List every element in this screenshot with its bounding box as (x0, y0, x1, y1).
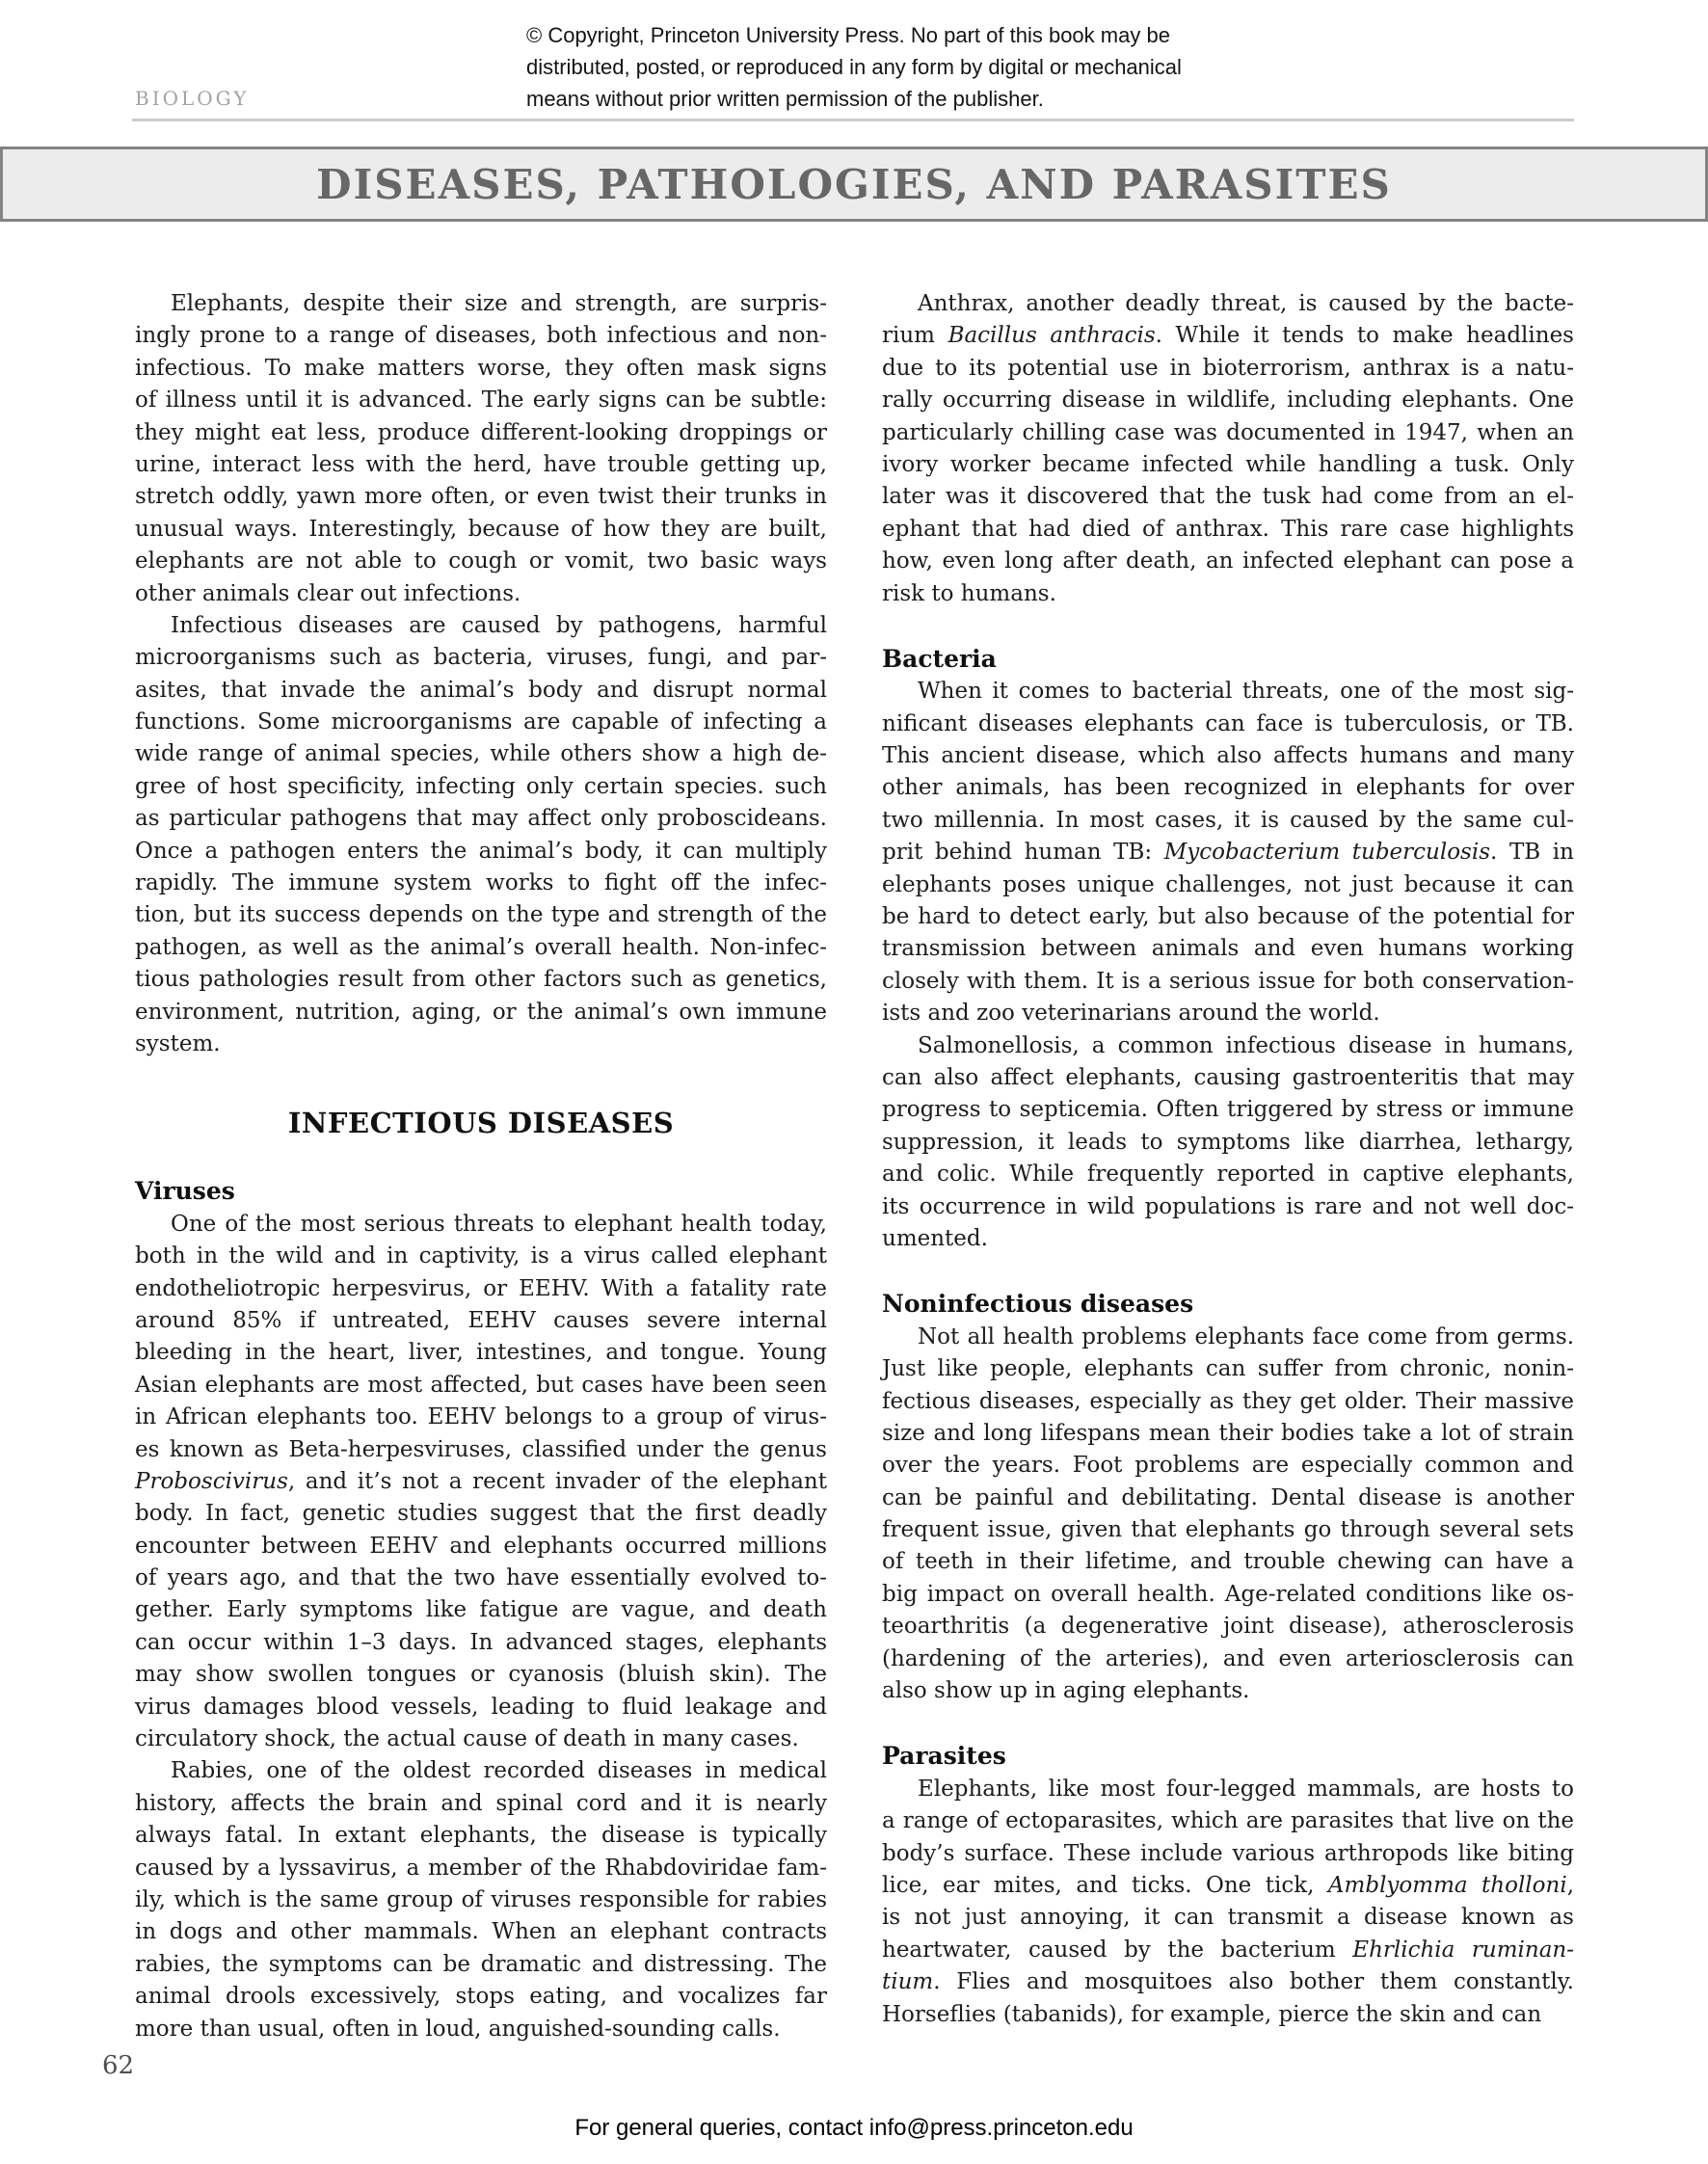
text-run: es known as Beta-herpesviruses, classified under the genus (135, 1436, 827, 1462)
section-heading: INFECTIOUS DISEASES (287, 1107, 675, 1140)
text-line (135, 481, 827, 513)
text-line (882, 1223, 1574, 1255)
text-run: rabies, the symptoms can be dramatic and distressing. The (135, 1951, 827, 1977)
text-run: other animals, has been recognized in elephants for over (882, 775, 1574, 801)
text-line (882, 1386, 1574, 1418)
text-run: microorganisms such as bacteria, viruses, fungi, and par- (135, 645, 827, 671)
italic-text: Proboscivirus (135, 1468, 288, 1494)
text-line (135, 1209, 827, 1241)
text-line (135, 803, 827, 835)
text-run: asites, that invade the animal’s body and disrupt normal (135, 677, 827, 703)
text-line (882, 1094, 1574, 1126)
text-run: can also affect elephants, causing gastroenteritis that may (882, 1065, 1574, 1090)
text-run: . TB in (1490, 840, 1574, 866)
text-line (882, 1322, 1574, 1353)
text-line (135, 1466, 827, 1498)
text-line (135, 1402, 827, 1433)
text-run: virus damages blood vessels, leading to fluid leakage and (135, 1694, 827, 1720)
text-run: Anthrax, another deadly threat, is caused by the bacte- (918, 291, 1574, 316)
text-run: nificant diseases elephants can face is tuberculosis, or TB. (882, 710, 1574, 736)
text-line (135, 1692, 827, 1723)
text-line (882, 1191, 1574, 1223)
text-line (135, 1029, 827, 1060)
left-column (135, 288, 827, 2045)
text-run: be hard to detect early, but also because of the potential for (882, 904, 1574, 930)
text-line (135, 1337, 827, 1369)
text-line (135, 1627, 827, 1659)
text-run: stretch oddly, yawn more often, or even twist their trunks in (135, 484, 827, 510)
text-line (135, 449, 827, 481)
text-line (882, 1514, 1574, 1546)
paragraph (882, 1030, 1574, 1256)
text-line (135, 320, 827, 352)
text-run: , and it’s not a recent invader of the elephant (287, 1468, 827, 1494)
text-line (135, 675, 827, 707)
text-run: history, affects the brain and spinal cord and it is nearly (135, 1790, 827, 1816)
text-run: around 85% if untreated, EEHV causes severe internal (135, 1307, 827, 1333)
series-label: BIOLOGY (135, 87, 250, 110)
text-run: rally occurring disease in wildlife, including elephants. One (882, 387, 1574, 414)
text-line (882, 1675, 1574, 1707)
text-run: Elephants, despite their size and strength, are surpris- (171, 291, 827, 316)
text-line (882, 901, 1574, 933)
text-line (135, 2014, 827, 2045)
text-run: elephants are not able to cough or vomit, two basic ways (135, 548, 827, 574)
subheading: Parasites (882, 1742, 1006, 1771)
text-line (882, 1902, 1574, 1934)
text-run: in African elephants too. EEHV belongs to a group of virus- (135, 1404, 827, 1430)
text-run: ephant that had died of anthrax. This rare case highlights (882, 516, 1574, 542)
text-run: as particular pathogens that may affect only proboscideans. (135, 806, 827, 832)
text-line (135, 932, 827, 964)
text-run: risk to humans. (882, 580, 1056, 606)
footer-contact: For general queries, contact info@press.princeton.edu (574, 2115, 1134, 2141)
text-line (882, 1450, 1574, 1482)
text-line (135, 707, 827, 738)
text-run: infectious. To make matters worse, they often mask signs (135, 355, 827, 381)
text-run: in dogs and other mammals. When an elephant contracts (135, 1919, 827, 1945)
text-line (135, 1981, 827, 2013)
text-line (882, 1062, 1574, 1094)
text-line (135, 578, 827, 610)
text-line (135, 417, 827, 449)
text-run: of teeth in their lifetime, and trouble chewing can have a (882, 1549, 1574, 1575)
right-column (882, 288, 1574, 2045)
copyright-line: © Copyright, Princeton University Press. No part of this book may be (526, 23, 1170, 47)
text-run: teoarthritis (a degenerative joint disease), atherosclerosis (882, 1614, 1574, 1640)
text-run: of years ago, and that the two have essentially evolved to- (135, 1565, 827, 1591)
text-run: lice, ear mites, and ticks. One tick, (882, 1873, 1328, 1899)
paragraph (882, 1774, 1574, 2031)
text-run: two millennia. In most cases, it is caused by the same cul- (882, 807, 1574, 833)
text-line (882, 805, 1574, 837)
text-line (135, 288, 827, 320)
text-run: Horseflies (tabanids), for example, pierce the skin and can (882, 2001, 1542, 2027)
text-run: a range of ectoparasites, which are parasites that live on the (882, 1808, 1574, 1834)
text-run: encounter between EEHV and elephants occurred millions (135, 1533, 827, 1559)
text-run: may show swollen tongues or cyanosis (bluish skin). The (135, 1662, 827, 1688)
text-run: . While it tends to make headlines (1155, 323, 1574, 349)
page-title: DISEASES, PATHOLOGIES, AND PARASITES (316, 160, 1392, 208)
text-run: ivory worker became infected while handling a tusk. Only (882, 451, 1574, 477)
paragraph (135, 610, 827, 1060)
text-line (882, 740, 1574, 772)
italic-text: Amblyomma tholloni (1327, 1873, 1567, 1899)
text-run: Infectious diseases are caused by pathogens, harmful (171, 612, 827, 638)
text-line (135, 514, 827, 546)
header-rule (132, 119, 1574, 121)
subheading: Viruses (135, 1177, 235, 1206)
text-line (135, 1755, 827, 1787)
text-run: bleeding in the heart, liver, intestines, and tongue. Young (135, 1340, 827, 1366)
text-line (135, 353, 827, 385)
text-line (882, 578, 1574, 610)
text-line (135, 868, 827, 899)
copyright-notice (526, 19, 1182, 115)
text-line (135, 1659, 827, 1691)
italic-text: Ehrlichia ruminan- (1352, 1937, 1574, 1963)
text-line (135, 738, 827, 770)
title-banner (0, 147, 1708, 222)
text-line (135, 964, 827, 996)
text-line (135, 385, 827, 416)
text-line (882, 1838, 1574, 1870)
text-run: later was it discovered that the tusk had come from an el- (882, 484, 1574, 510)
text-run: both in the wild and in captivity, is a virus called elephant (135, 1243, 827, 1269)
text-run: pathogen, as well as the animal’s overall health. Non-infec- (135, 934, 827, 960)
text-run: Elephants, like most four-legged mammals, are hosts to (918, 1776, 1574, 1802)
text-run: tion, but its success depends on the type and strength of the (135, 902, 827, 928)
paragraph (135, 288, 827, 610)
text-run: . Flies and mosquitoes also bother them constantly. (933, 1969, 1574, 1995)
text-line (135, 1563, 827, 1594)
text-run: is not just annoying, it can transmit a disease known as (882, 1905, 1574, 1931)
italic-text: Bacillus anthracis (947, 323, 1156, 349)
text-line (882, 1935, 1574, 1966)
text-line (882, 869, 1574, 901)
text-run: functions. Some microorganisms are capable of infecting a (135, 709, 827, 735)
text-run: of illness until it is advanced. The early signs can be subtle: (135, 387, 827, 414)
text-line (135, 1370, 827, 1402)
text-run: urine, interact less with the herd, have trouble getting up, (135, 451, 827, 477)
text-run: size and long lifespans mean their bodies take a lot of strain (882, 1420, 1574, 1446)
text-run: Once a pathogen enters the animal’s body, it can multiply (135, 838, 827, 864)
text-line (882, 1643, 1574, 1675)
text-line (135, 1853, 827, 1884)
text-run: can occur within 1–3 days. In advanced stages, elephants (135, 1629, 827, 1655)
text-line (882, 1353, 1574, 1385)
text-run: prit behind human TB: (882, 840, 1164, 866)
text-line (882, 353, 1574, 385)
text-run: animal drools excessively, stops eating, and vocalizes far (135, 1984, 827, 2010)
text-line (135, 1788, 827, 1820)
copyright-line: means without prior written permission of the publisher. (526, 87, 1044, 111)
text-run: frequent issue, given that elephants go through several sets (882, 1517, 1574, 1543)
text-run: its occurrence in wild populations is rare and not well doc- (882, 1193, 1574, 1219)
text-line (135, 836, 827, 868)
paragraph (882, 288, 1574, 610)
text-run: ily, which is the same group of viruses responsible for rabies (135, 1886, 827, 1912)
paragraph (882, 1322, 1574, 1708)
text-run: rium (882, 323, 948, 349)
text-line (882, 772, 1574, 804)
italic-text: tium (882, 1969, 934, 1995)
text-run: can be painful and debilitating. Dental disease is another (882, 1484, 1574, 1510)
text-run: more than usual, often in loud, anguished-sounding calls. (135, 2016, 781, 2042)
text-run: rapidly. The immune system works to fight off the infec- (135, 870, 827, 896)
text-line (882, 320, 1574, 352)
paragraph (882, 676, 1574, 1029)
text-line (882, 514, 1574, 546)
italic-text: Mycobacterium tuberculosis (1163, 840, 1491, 866)
text-line (882, 1966, 1574, 1998)
text-line (882, 1127, 1574, 1159)
text-run: tious pathologies result from other factors such as genetics, (135, 967, 827, 993)
text-line (135, 1884, 827, 1916)
text-line (135, 546, 827, 577)
text-line (882, 1159, 1574, 1190)
text-run: circulatory shock, the actual cause of death in many cases. (135, 1726, 799, 1752)
text-run: system. (135, 1030, 221, 1056)
text-run: umented. (882, 1225, 988, 1251)
text-run: other animals clear out infections. (135, 580, 521, 606)
text-run: due to its potential use in bioterrorism, anthrax is a natu- (882, 355, 1574, 381)
text-line (882, 966, 1574, 998)
text-run: how, even long after death, an infected elephant can pose a (882, 548, 1574, 574)
text-run: over the years. Foot problems are especially common and (882, 1453, 1574, 1479)
text-line (882, 837, 1574, 868)
text-line (882, 417, 1574, 449)
text-run: caused by a lyssavirus, a member of the Rhabdoviridae fam- (135, 1855, 827, 1881)
text-run: fectious diseases, especially as they get older. Their massive (882, 1388, 1574, 1414)
text-run: progress to septicemia. Often triggered by stress or immune (882, 1097, 1574, 1123)
text-line (882, 288, 1574, 320)
text-run: gree of host specificity, infecting only certain species. such (135, 773, 827, 799)
text-run: suppression, it leads to symptoms like diarrhea, lethargy, (882, 1129, 1574, 1155)
text-run: Asian elephants are most affected, but cases have been seen (135, 1372, 827, 1398)
text-run: particularly chilling case was documented in 1947, when an (882, 419, 1574, 445)
text-line (882, 1030, 1574, 1062)
text-line (135, 1820, 827, 1852)
text-line (135, 1949, 827, 1981)
text-run: environment, nutrition, aging, or the animal’s own immune (135, 999, 827, 1025)
text-run: Salmonellosis, a common infectious disease in humans, (918, 1032, 1574, 1058)
text-run: ingly prone to a range of diseases, both infectious and non- (135, 323, 827, 349)
text-run: gether. Early symptoms like fatigue are vague, and death (135, 1597, 827, 1623)
paragraph (135, 1755, 827, 2045)
text-line (135, 1531, 827, 1563)
text-line (135, 1305, 827, 1337)
text-line (135, 1498, 827, 1530)
text-line (135, 1241, 827, 1272)
text-run: and colic. While frequently reported in captive elephants, (882, 1162, 1574, 1188)
text-line (135, 1273, 827, 1305)
text-run: heartwater, caused by the bacterium (882, 1937, 1353, 1963)
text-run: also show up in aging elephants. (882, 1678, 1250, 1704)
text-line (882, 449, 1574, 481)
text-line (882, 1546, 1574, 1578)
text-columns (135, 288, 1574, 2045)
text-line (882, 1999, 1574, 2031)
text-run: unusual ways. Interestingly, because of how they are built, (135, 516, 827, 542)
subheading: Bacteria (882, 644, 997, 673)
text-line (882, 1483, 1574, 1514)
text-line (882, 1579, 1574, 1611)
text-line (882, 1611, 1574, 1643)
copyright-line: distributed, posted, or reproduced in any form by digital or mechanical (526, 55, 1182, 79)
text-run: body. In fact, genetic studies suggest that the first deadly (135, 1501, 827, 1527)
text-run: ists and zoo veterinarians around the world. (882, 1001, 1380, 1027)
text-run: body’s surface. These include various arthropods like biting (882, 1840, 1574, 1866)
text-line (135, 997, 827, 1029)
text-run: they might eat less, produce different-looking droppings or (135, 419, 827, 445)
text-line (882, 1418, 1574, 1450)
text-line (882, 1774, 1574, 1805)
text-run: wide range of animal species, while others show a high de- (135, 741, 827, 767)
text-run: , (1566, 1873, 1574, 1899)
text-run: One of the most serious threats to elephant health today, (171, 1211, 827, 1237)
text-line (882, 998, 1574, 1029)
text-run: big impact on overall health. Age-related conditions like os- (882, 1581, 1574, 1607)
text-line (135, 642, 827, 674)
text-line (882, 385, 1574, 416)
text-line (882, 1870, 1574, 1902)
text-run: endotheliotropic herpesvirus, or EEHV. With a fatality rate (135, 1275, 827, 1301)
text-run: transmission between animals and even humans working (882, 936, 1574, 962)
text-run: Just like people, elephants can suffer from chronic, nonin- (882, 1356, 1574, 1382)
text-run: This ancient disease, which also affects humans and many (882, 743, 1574, 769)
text-run: Not all health problems elephants face come from germs. (918, 1323, 1574, 1349)
text-run: Rabies, one of the oldest recorded diseases in medical (171, 1758, 827, 1784)
text-line (882, 708, 1574, 740)
text-line (135, 610, 827, 642)
text-line (135, 1723, 827, 1755)
page-number: 62 (102, 2051, 135, 2080)
text-run: elephants poses unique challenges, not just because it can (882, 871, 1574, 897)
text-line (135, 899, 827, 931)
text-run: closely with them. It is a serious issue for both conservation- (882, 968, 1574, 994)
text-line (135, 771, 827, 803)
text-line (882, 1805, 1574, 1837)
text-line (882, 933, 1574, 965)
subheading: Noninfectious diseases (882, 1290, 1194, 1319)
text-line (882, 676, 1574, 708)
text-line (882, 546, 1574, 577)
text-line (135, 1594, 827, 1626)
text-line (135, 1916, 827, 1948)
text-run: (hardening of the arteries), and even arteriosclerosis can (882, 1645, 1574, 1671)
text-run: When it comes to bacterial threats, one of the most sig- (918, 679, 1574, 705)
text-run: always fatal. In extant elephants, the disease is typically (135, 1823, 827, 1849)
text-line (882, 481, 1574, 513)
paragraph (135, 1209, 827, 1756)
text-line (135, 1434, 827, 1466)
